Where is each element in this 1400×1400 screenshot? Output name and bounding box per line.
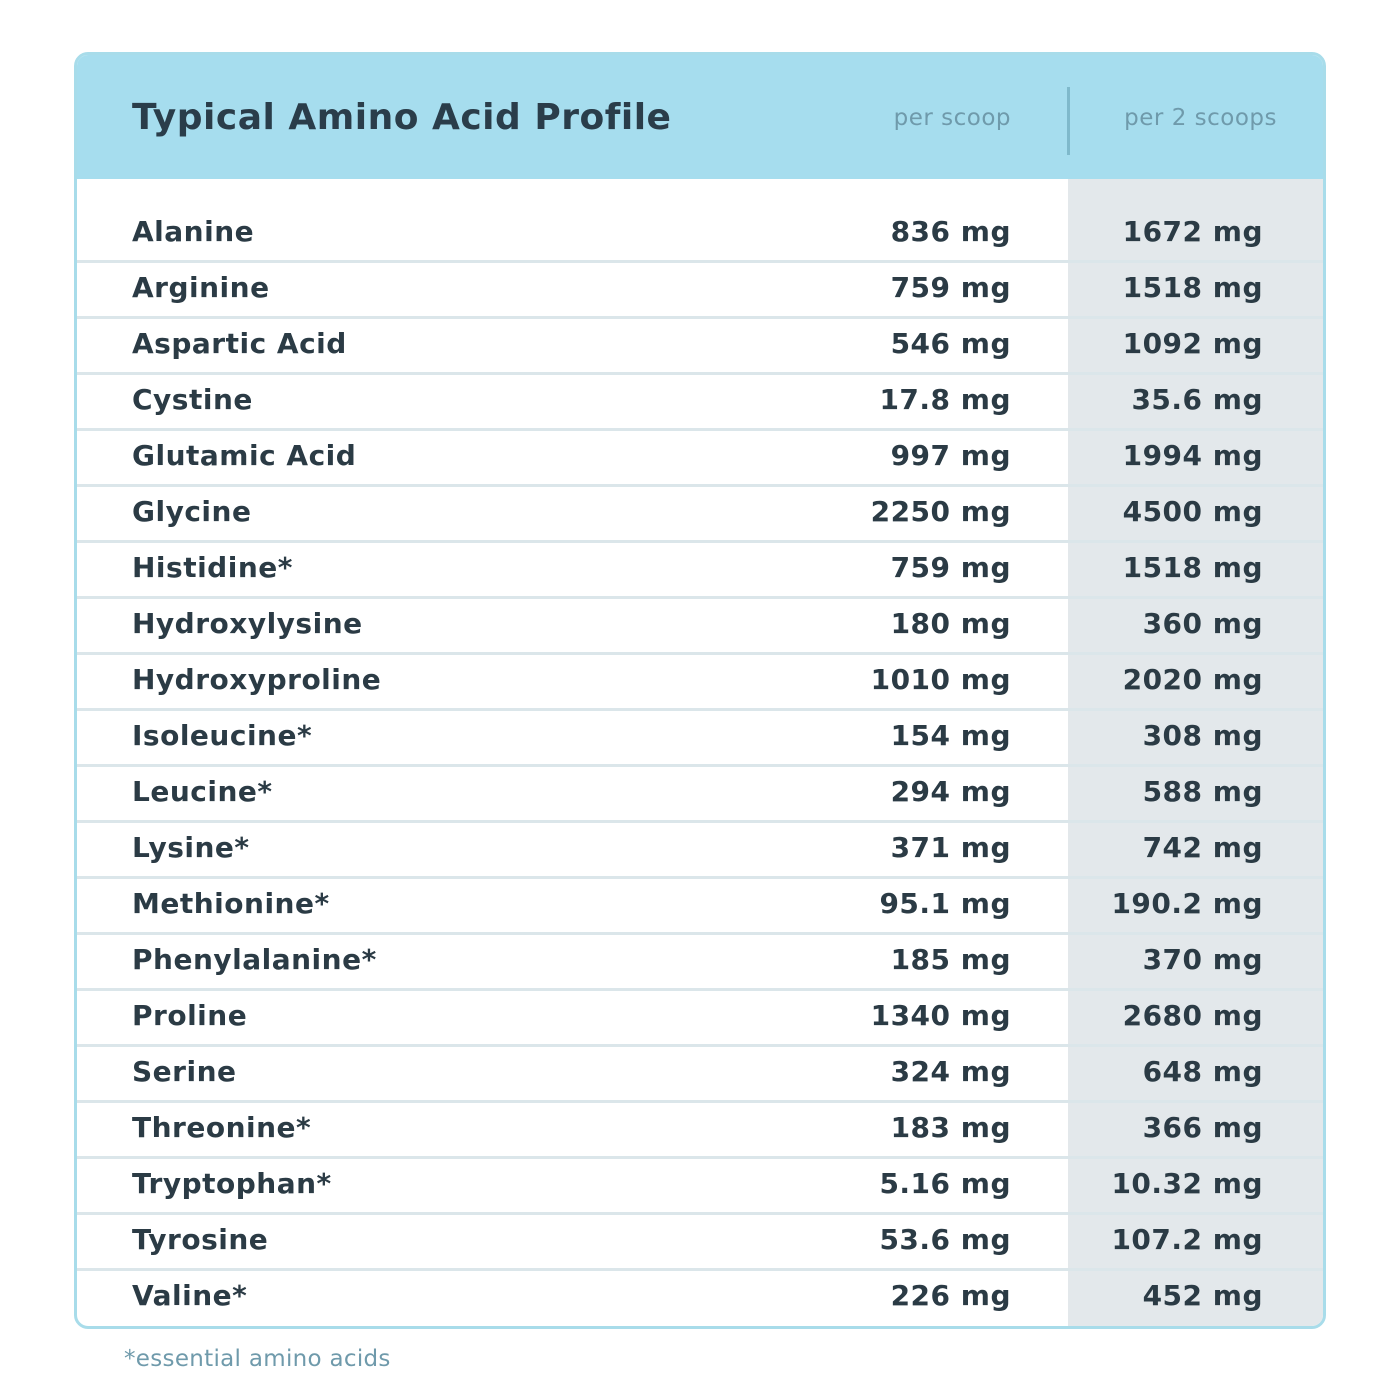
amino-acid-name: Lysine*: [132, 831, 250, 864]
per-2-scoops-value: 366 mg: [1142, 1111, 1263, 1144]
amino-acid-name: Phenylalanine*: [132, 943, 377, 976]
table-row: [77, 1271, 1323, 1327]
table-row: [77, 487, 1323, 543]
amino-acid-name: Glutamic Acid: [132, 439, 357, 472]
table-row: [77, 655, 1323, 711]
table-header: [77, 55, 1323, 179]
footnote: *essential amino acids: [124, 1346, 391, 1372]
per-scoop-value: 185 mg: [890, 943, 1011, 976]
per-2-scoops-value: 2680 mg: [1122, 999, 1263, 1032]
per-2-scoops-value: 1518 mg: [1122, 271, 1263, 304]
per-scoop-value: 53.6 mg: [879, 1223, 1011, 1256]
column-divider: [1067, 87, 1070, 155]
table-row: [77, 1103, 1323, 1159]
table-row: [77, 991, 1323, 1047]
amino-acid-name: Glycine: [132, 495, 252, 528]
amino-acid-name: Alanine: [132, 215, 255, 248]
amino-acid-name: Cystine: [132, 383, 253, 416]
per-2-scoops-value: 1672 mg: [1122, 215, 1263, 248]
per-2-scoops-value: 2020 mg: [1122, 663, 1263, 696]
table-row: [77, 599, 1323, 655]
table-row: [77, 207, 1323, 263]
per-2-scoops-value: 1092 mg: [1122, 327, 1263, 360]
column-header-per-scoop: per scoop: [893, 105, 1011, 131]
per-scoop-value: 371 mg: [890, 831, 1011, 864]
table-row: [77, 823, 1323, 879]
per-2-scoops-value: 10.32 mg: [1111, 1167, 1263, 1200]
per-scoop-value: 997 mg: [890, 439, 1011, 472]
per-scoop-value: 1340 mg: [870, 999, 1011, 1032]
table-row: [77, 263, 1323, 319]
per-2-scoops-value: 107.2 mg: [1111, 1223, 1263, 1256]
per-2-scoops-value: 588 mg: [1142, 775, 1263, 808]
per-scoop-value: 836 mg: [890, 215, 1011, 248]
amino-acid-name: Serine: [132, 1055, 237, 1088]
table-row: [77, 1159, 1323, 1215]
amino-acid-name: Isoleucine*: [132, 719, 313, 752]
amino-acid-name: Hydroxylysine: [132, 607, 363, 640]
per-scoop-value: 546 mg: [890, 327, 1011, 360]
table-row: [77, 1047, 1323, 1103]
per-2-scoops-value: 35.6 mg: [1131, 383, 1263, 416]
per-2-scoops-value: 742 mg: [1142, 831, 1263, 864]
per-scoop-value: 759 mg: [890, 271, 1011, 304]
table-row: [77, 431, 1323, 487]
per-scoop-value: 226 mg: [890, 1279, 1011, 1312]
per-2-scoops-value: 360 mg: [1142, 607, 1263, 640]
table-row: [77, 879, 1323, 935]
per-2-scoops-value: 4500 mg: [1122, 495, 1263, 528]
per-scoop-value: 294 mg: [890, 775, 1011, 808]
per-scoop-value: 17.8 mg: [879, 383, 1011, 416]
per-scoop-value: 95.1 mg: [879, 887, 1011, 920]
per-scoop-value: 5.16 mg: [879, 1167, 1011, 1200]
per-scoop-value: 183 mg: [890, 1111, 1011, 1144]
amino-acid-name: Leucine*: [132, 775, 273, 808]
amino-acid-name: Valine*: [132, 1279, 248, 1312]
per-2-scoops-value: 452 mg: [1142, 1279, 1263, 1312]
per-scoop-value: 759 mg: [890, 551, 1011, 584]
amino-acid-name: Aspartic Acid: [132, 327, 347, 360]
amino-acid-name: Proline: [132, 999, 248, 1032]
table-row: [77, 543, 1323, 599]
table-row: [77, 1215, 1323, 1271]
per-2-scoops-value: 1994 mg: [1122, 439, 1263, 472]
amino-acid-name: Arginine: [132, 271, 270, 304]
per-scoop-value: 1010 mg: [870, 663, 1011, 696]
per-2-scoops-value: 308 mg: [1142, 719, 1263, 752]
amino-acid-name: Histidine*: [132, 551, 293, 584]
amino-acid-name: Tryptophan*: [132, 1167, 332, 1200]
per-scoop-value: 324 mg: [890, 1055, 1011, 1088]
amino-acid-name: Hydroxyproline: [132, 663, 382, 696]
amino-acid-table: [74, 52, 1326, 1329]
table-row: [77, 767, 1323, 823]
table-row: [77, 375, 1323, 431]
amino-acid-name: Tyrosine: [132, 1223, 269, 1256]
per-2-scoops-value: 190.2 mg: [1111, 887, 1263, 920]
per-scoop-value: 180 mg: [890, 607, 1011, 640]
table-row: [77, 711, 1323, 767]
table-row: [77, 319, 1323, 375]
table-title: Typical Amino Acid Profile: [132, 97, 672, 138]
per-2-scoops-value: 1518 mg: [1122, 551, 1263, 584]
per-scoop-value: 154 mg: [890, 719, 1011, 752]
table-body: [77, 207, 1323, 1327]
per-2-scoops-value: 648 mg: [1142, 1055, 1263, 1088]
amino-acid-name: Threonine*: [132, 1111, 312, 1144]
per-scoop-value: 2250 mg: [870, 495, 1011, 528]
per-2-scoops-value: 370 mg: [1142, 943, 1263, 976]
column-header-per-2-scoops: per 2 scoops: [1124, 105, 1277, 131]
table-row: [77, 935, 1323, 991]
amino-acid-name: Methionine*: [132, 887, 330, 920]
